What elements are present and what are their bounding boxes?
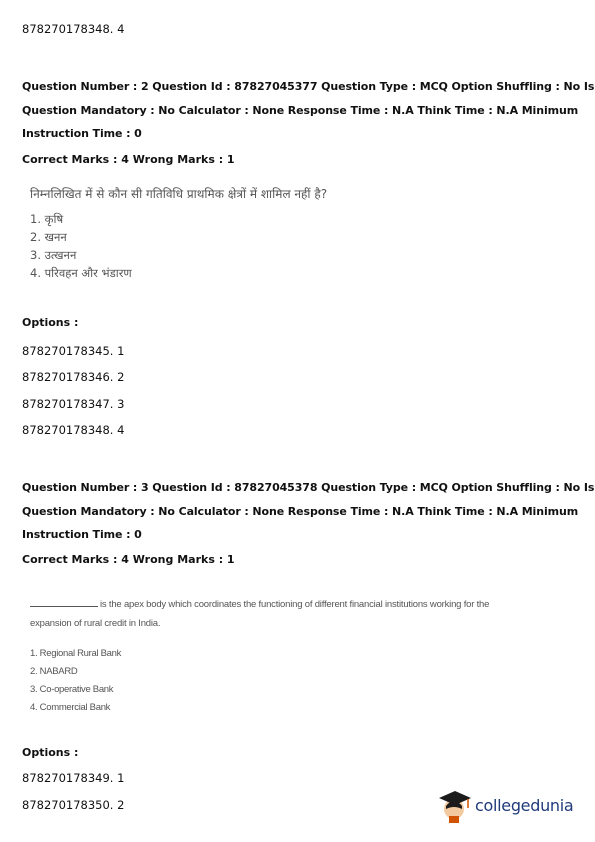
q3-meta-line2: Question Mandatory : No Calculator : None Response Time : N.A Think Time : N.A Minimum bbox=[22, 504, 579, 518]
q2-meta bbox=[22, 75, 595, 146]
collegedunia-logo bbox=[437, 786, 577, 826]
q2-choice-4: 4. परिवहन और भंडारण bbox=[30, 266, 132, 280]
q2-stem: निम्नलिखित में से कौन सी गतिविधि प्राथमिक क्षेत्रों में शामिल नहीं है? bbox=[30, 187, 328, 201]
q3-meta-line1: Question Number : 3 Question Id : 87827045378 Question Type : MCQ Option Shuffling : No Is bbox=[22, 481, 595, 494]
graduation-cap-icon bbox=[437, 786, 473, 824]
q3-option-1: 878270178349. 1 bbox=[22, 771, 125, 785]
q2-question bbox=[30, 185, 327, 282]
q2-meta-line3: Instruction Time : 0 bbox=[22, 127, 142, 140]
q3-stem-part2: expansion of rural credit in India. bbox=[30, 618, 161, 629]
q3-choice-3: 3. Co-operative Bank bbox=[30, 684, 114, 695]
q2-meta-line1: Question Number : 2 Question Id : 87827045377 Question Type : MCQ Option Shuffling : No Is bbox=[22, 80, 595, 93]
q3-choice-4: 4. Commercial Bank bbox=[30, 702, 111, 713]
q2-options-label: Options : bbox=[22, 316, 79, 329]
previous-option: 878270178348. 4 bbox=[22, 22, 125, 36]
q2-option-1: 878270178345. 1 bbox=[22, 344, 125, 358]
q2-marks: Correct Marks : 4 Wrong Marks : 1 bbox=[22, 153, 235, 166]
q2-choice-2: 2. खनन bbox=[30, 230, 67, 244]
q2-option-2: 878270178346. 2 bbox=[22, 370, 125, 384]
q2-choice-1: 1. कृषि bbox=[30, 212, 64, 226]
q3-option-2: 878270178350. 2 bbox=[22, 798, 125, 812]
q3-stem-part1: is the apex body which coordinates the functioning of different financial institutions working for the bbox=[100, 599, 490, 610]
q3-stem bbox=[30, 595, 489, 633]
q3-choice-1: 1. Regional Rural Bank bbox=[30, 648, 122, 659]
q3-marks: Correct Marks : 4 Wrong Marks : 1 bbox=[22, 553, 235, 566]
q2-option-3: 878270178347. 3 bbox=[22, 397, 125, 411]
q2-meta-line2: Question Mandatory : No Calculator : None Response Time : N.A Think Time : N.A Minimum bbox=[22, 103, 579, 117]
q3-meta-line3: Instruction Time : 0 bbox=[22, 528, 142, 541]
q3-question bbox=[30, 595, 489, 717]
q2-option-4: 878270178348. 4 bbox=[22, 423, 125, 437]
q2-choice-3: 3. उत्खनन bbox=[30, 248, 77, 262]
fill-in-blank bbox=[30, 606, 98, 607]
q3-options-label: Options : bbox=[22, 746, 79, 759]
q3-meta bbox=[22, 476, 595, 547]
q3-choice-2: 2. NABARD bbox=[30, 666, 78, 677]
logo-text: collegedunia bbox=[475, 796, 574, 815]
